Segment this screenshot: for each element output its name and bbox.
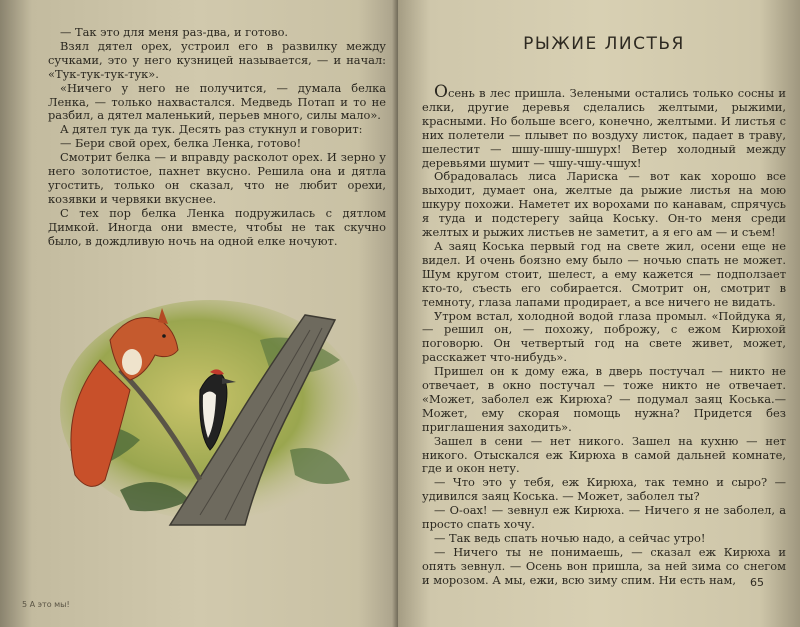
paragraph xyxy=(422,82,786,170)
paragraph: Смотрит белка — и вправду расколот орех. И зерно у него золотистое, пахнет вкусно. Решила она и дятла угостить, только он сказал, что не любит орехи, козявки и червяки вкуснее. xyxy=(48,150,386,206)
paragraph: Обрадовалась лиса Лариска — вот как хорошо все выходит, думает она, желтые да рыжие листья на мою шкуру похожи. Наметет их ворохами по канавам, спрячусь я туда и подстерегу зайца Коську. Он-то меня среди желтых и рыжих листьев не заметит, а я его ам — и съем! xyxy=(422,169,786,240)
paragraph: Взял дятел орех, устроил его в развилку между сучками, это у него кузницей называется, — и начал: «Тук-тук-тук-тук». xyxy=(48,38,386,81)
paragraph: Утром встал, холодной водой глаза промыл. «Пойдука я, — решил он, — похожу, поброжу, с ежом Кирюхой поговорю. Он четвертый год на свете живет, может, расскажет что-нибудь». xyxy=(422,308,786,365)
paragraph: — О-оах! — зевнул еж Кирюха. — Ничего я не заболел, а просто спать хочу. xyxy=(422,503,786,532)
first-paragraph-text: сень в лес пришла. Зелеными остались только сосны и елки, другие деревья сделались желтыми, рыжими, красными. Но больше всего, конечно, желтыми. И листья с них полетели — плывет по воздуху листок, падает в траву, шелестит — шшу-шшу-шшурх! Ветер холодный между деревьями шумит — чшу-чшу-чшух! xyxy=(422,86,786,170)
initial-letter: О xyxy=(434,82,448,102)
squirrel-belly xyxy=(122,349,142,375)
paragraph: А дятел тук да тук. Десять раз стукнул и говорит: xyxy=(60,122,363,137)
page-number: 65 xyxy=(750,576,764,589)
right-page-text xyxy=(422,82,786,588)
right-page xyxy=(398,0,800,627)
footer-signature: 5 А это мы! xyxy=(22,600,70,609)
left-page xyxy=(0,0,398,627)
story-title: РЫЖИЕ ЛИСТЬЯ xyxy=(523,34,685,54)
paragraph: Зашел в сени — нет никого. Зашел на кухню — нет никого. Отыскался еж Кирюха в самой дальней комнате, где и окон нету. xyxy=(422,433,786,476)
paragraph: С тех пор белка Ленка подружилась с дятлом Димкой. Иногда они вместе, чтобы не так скучно было, в дождливую ночь на одной елке ночуют. xyxy=(48,205,386,248)
paragraph: «Ничего у него не получится, — думала белка Ленка, — только нахвастался. Медведь Потап и то не разбил, а дятел маленький, перьев много, силы мало». xyxy=(48,80,386,123)
squirrel-and-woodpecker-illustration xyxy=(60,300,360,530)
squirrel-eye xyxy=(162,334,166,338)
paragraph: — Так ведь спать ночью надо, а сейчас утро! xyxy=(434,531,706,545)
paragraph: — Бери свой орех, белка Ленка, готово! xyxy=(60,136,302,151)
paragraph: А заяц Коська первый год на свете жил, осени еще не видел. И очень боязно ему было — ночью спать не может. Шум кругом стоит, шелест, а ему кажется — подползает кто-то, съесть его собирается. Смотрит он, смотрит в темноту, глаза лапами продирает, а все ничего не видать. xyxy=(422,238,786,309)
paragraph: — Ничего ты не понимаешь, — сказал еж Кирюха и опять зевнул. — Осень вон пришла, за ней зима со снегом и морозом. А мы, ежи, всю зиму спим. Ни есть нам, xyxy=(422,544,786,587)
paragraph: — Что это у тебя, еж Кирюха, так темно и сыро? — удивился заяц Коська. — Может, заболел ты? xyxy=(422,475,786,504)
paragraph: — Так это для меня раз-два, и готово. xyxy=(60,25,289,39)
paragraph: Пришел он к дому ежа, в дверь постучал — никто не отвечает, в окно постучал — тоже никто не отвечает. «Может, заболел еж Кирюха? — подумал заяц Коська.— Может, ему скорая помощь нужна? Придется без приглашения заходить». xyxy=(422,364,786,434)
left-page-text xyxy=(48,26,386,249)
